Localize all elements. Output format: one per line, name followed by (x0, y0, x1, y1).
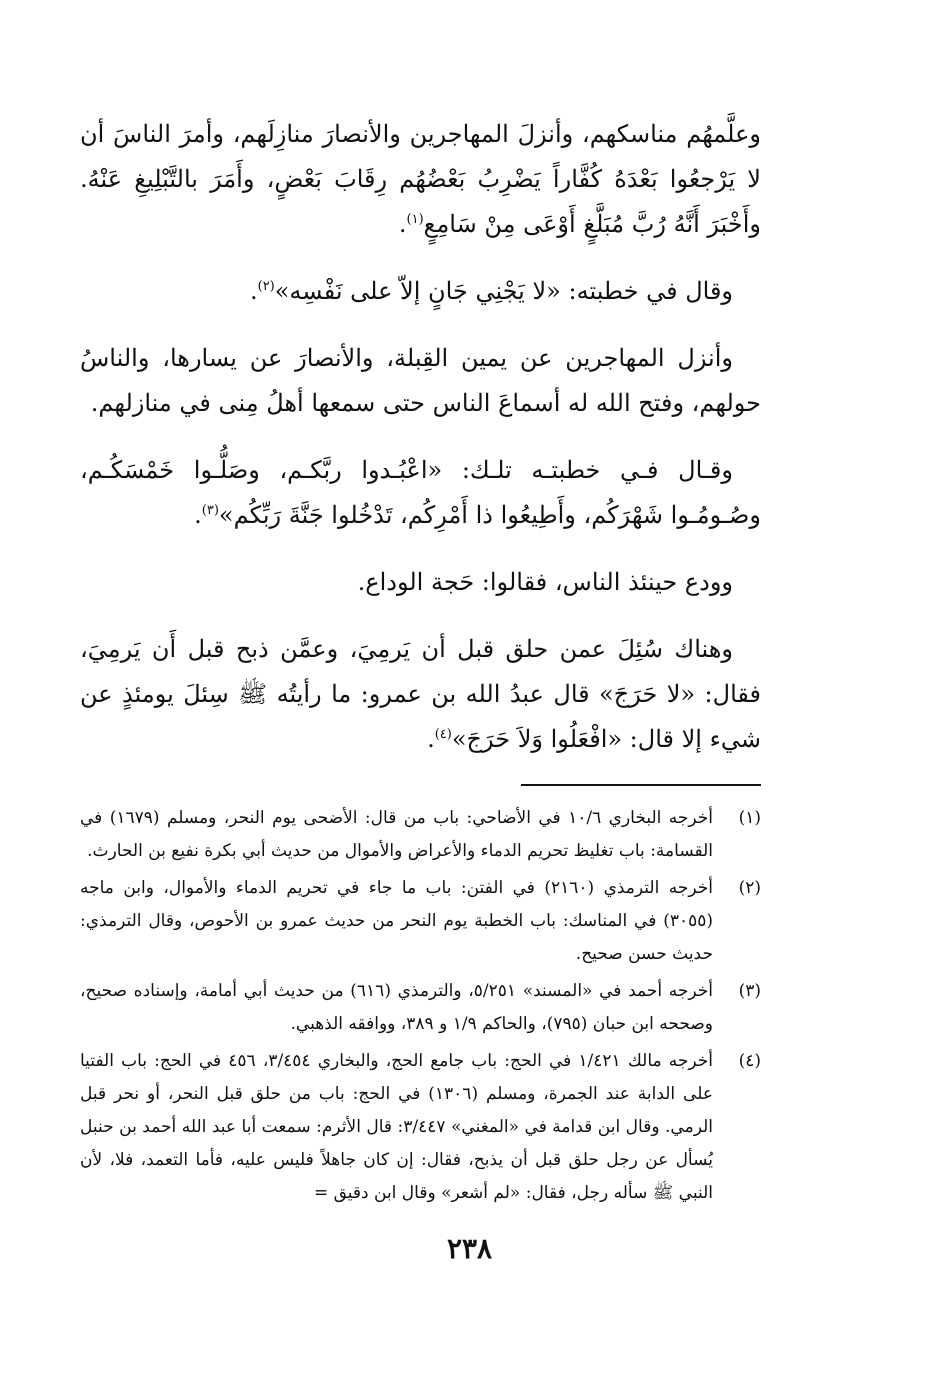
footnote-ref: (٣) (201, 503, 219, 518)
footnote-text: أخرجه أحمد في «المسند» ٥/٢٥١، والترمذي (٦١٦) من حديث أبي أمامة، وإسناده صحيح، وصححه ابن حبان (٧٩٥)، والحاكم ١/٩ و ٣٨٩، ووافقه الذهبي. (80, 981, 713, 1034)
footnote-divider (521, 784, 761, 786)
footnote-ref: (٤) (434, 727, 452, 742)
paragraph-text: وقال في خطبته: «لا يَجْنِي جَانٍ إلاّ على نَفْسِه» (274, 277, 733, 305)
footnote-number: (٣) (738, 981, 761, 1001)
footnote-text: أخرجه مالك ١/٤٢١ في الحج: باب جامع الحج، والبخاري ٣/٤٥٤، ٤٥٦ في الحج: باب الفتيا على الدابة عند الجمرة، ومسلم (١٣٠٦) في الحج: باب من حلق قبل النحر، أو نحر قبل الرمي. وقال ابن قدامة في «المغني» ٣/٤٤٧: قال الأثرم: سمعت أبا عبد الله أحمد بن حنبل يُسأل عن رجل حلق قبل أن يذبح، فقال: إن كان جاهلاً فليس عليه، فأما التعمد، فلا، لأن النبي ﷺ سأله رجل، فقال: «لم أشعر» وقال ابن دقيق = (80, 1051, 713, 1203)
paragraph-6 (80, 627, 761, 762)
paragraph-4 (80, 448, 761, 538)
paragraph-text: وأنزل المهاجرين عن يمين القِبلة، والأنصارَ عن يسارها، والناسُ حولهم، وفتح الله له أسماعَ الناس حتى سمعها أهلُ مِنى في منازلهم. (80, 344, 761, 417)
paragraph-text: وهناك سُئِلَ عمن حلق قبل أن يَرمِيَ، وعمَّن ذبح قبل أَن يَرمِيَ، فقال: «لا حَرَجَ» قال عبدُ الله بن عمرو: ما رأيتُه ﷺ سِئلَ يومئذٍ عن شيء إلا قال: «افْعَلُوا وَلاَ حَرَجَ» (80, 635, 761, 753)
paragraph-tail: . (194, 501, 202, 529)
paragraph-text: وعلَّمهُم مناسكهم، وأنزلَ المهاجرين والأنصارَ منازِلَهم، وأمرَ الناسَ أن لا يَرْجعُوا بَعْدَهُ كُفَّاراً يَضْرِبُ بَعْضُهُم رِقَابَ بَعْضٍ، وأَمَرَ بالتَّبْلِيغِ عَنْهُ. وأَخْبَرَ أَنَّهُ رُبَّ مُبَلَّغٍ أَوْعَى مِنْ سَامِعٍ (80, 120, 761, 238)
footnote-1 (80, 802, 761, 868)
paragraph-tail: . (398, 210, 407, 238)
footnote-text: أخرجه الترمذي (٢١٦٠) في الفتن: باب ما جاء في تحريم الدماء والأموال، وابن ماجه (٣٠٥٥) في المناسك: باب الخطبة يوم النحر من حديث عمرو بن الأحوص، وقال الترمذي: حديث حسن صحيح. (80, 878, 713, 964)
paragraph-text: وودع حينئذ الناس، فقالوا: حَجة الوداع. (357, 568, 733, 596)
paragraph-text: وقـال فـي خطبتـه تلـك: «اعْبُـدوا ربَّكـم، وصَلُّـوا خَمْسَكُـم، وصُـومُـوا شَهْرَكُم، وأَطِيعُوا ذا أَمْرِكُم، تَدْخُلوا جَنَّةَ رَبِّكُم» (80, 456, 761, 529)
paragraph-2 (80, 269, 761, 314)
footnote-number: (١) (738, 808, 761, 828)
main-text (80, 112, 761, 762)
footnote-number: (٢) (738, 878, 761, 898)
paragraph-3 (80, 336, 761, 426)
footnote-3 (80, 975, 761, 1041)
footnote-number: (٤) (738, 1051, 761, 1071)
page-number: ٢٣٨ (446, 1232, 493, 1265)
footnote-4 (80, 1045, 761, 1210)
footnote-ref: (٢) (257, 279, 275, 294)
paragraph-tail: . (249, 277, 258, 305)
footnote-text: أخرجه البخاري ١٠/٦ في الأضاحي: باب من قال: الأضحى يوم النحر، ومسلم (١٦٧٩) في القسامة: باب تغليظ تحريم الدماء والأعراض والأموال من حديث أبي بكرة نفيع بن الحارث. (80, 808, 714, 861)
paragraph-1 (80, 112, 761, 247)
footnotes (80, 802, 761, 1210)
page-content (80, 112, 761, 1325)
footnote-2 (80, 872, 761, 971)
paragraph-tail: . (427, 725, 435, 753)
footnote-ref: (١) (406, 212, 424, 227)
paragraph-5 (80, 560, 761, 605)
